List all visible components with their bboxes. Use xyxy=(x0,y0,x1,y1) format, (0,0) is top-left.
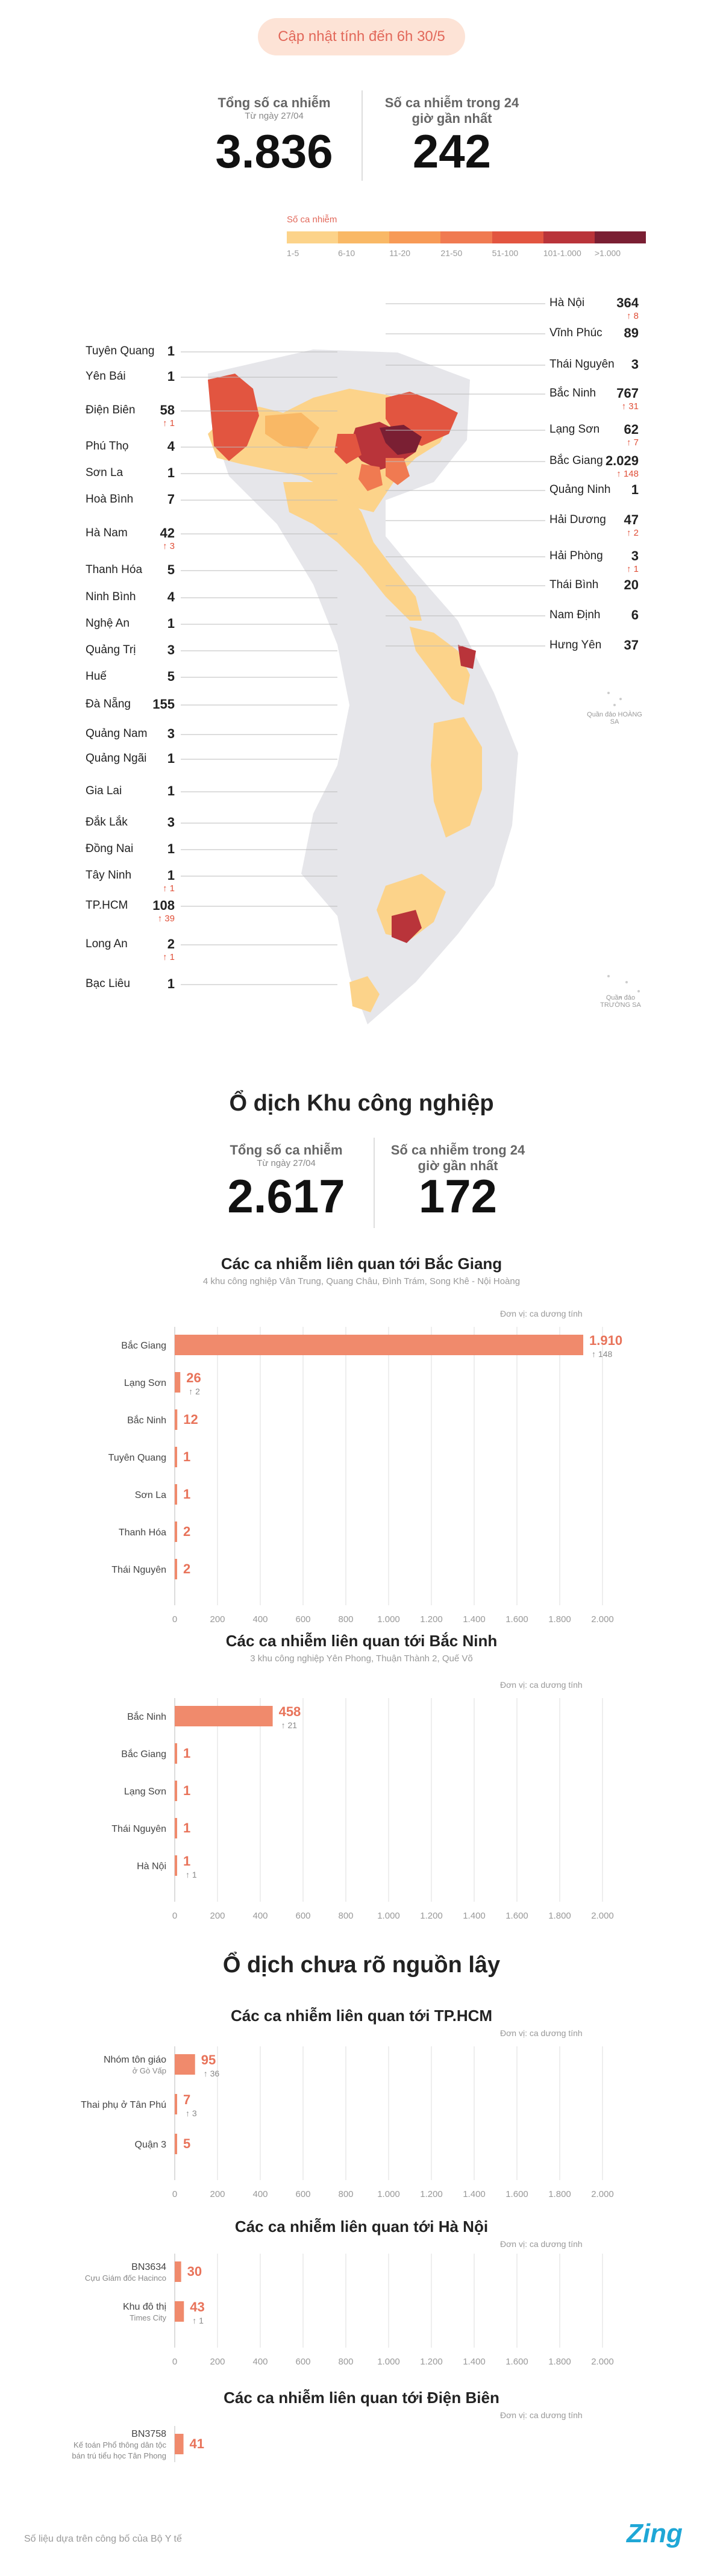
x-tick-label: 0 xyxy=(172,2357,178,2367)
value-label: 30 xyxy=(187,2264,202,2279)
value-label: 41 xyxy=(189,2436,205,2451)
province-value: 108 xyxy=(152,898,175,913)
province-name: Đồng Nai xyxy=(86,842,134,855)
province-name: Quảng Trị xyxy=(86,644,136,656)
province-value: 20 xyxy=(624,577,639,592)
value-label: 7 xyxy=(183,2092,191,2107)
value-label: 5 xyxy=(183,2136,191,2151)
legend-swatch xyxy=(440,231,492,243)
unit-label: Đơn vị: ca dương tính xyxy=(500,2239,583,2249)
day-cases-label: Số ca nhiễm trong 24 giờ gần nhất xyxy=(384,95,519,126)
value-label: 26 xyxy=(186,1370,201,1385)
category-label: ở Gò Vấp xyxy=(132,2066,166,2075)
bar xyxy=(175,2261,181,2282)
province-name: Nghệ An xyxy=(86,617,130,630)
province-value: 7 xyxy=(167,492,175,507)
legend-swatch xyxy=(595,231,646,243)
province-delta: ↑ 148 xyxy=(616,469,639,479)
province-name: Quảng Ninh xyxy=(549,483,611,496)
delta-label: ↑ 3 xyxy=(186,2108,197,2118)
bar xyxy=(175,1706,273,1726)
legend-label: 21-50 xyxy=(440,248,463,258)
legend-swatch xyxy=(543,231,595,243)
province-name: Hải Dương xyxy=(549,513,606,526)
province-name: Tây Ninh xyxy=(86,869,132,882)
x-tick-label: 600 xyxy=(295,1614,311,1625)
total-cases-value: 3.836 xyxy=(215,125,333,178)
province-name: Quảng Ngãi xyxy=(86,752,147,765)
province-name: Bạc Liêu xyxy=(86,977,130,990)
x-tick-label: 400 xyxy=(252,1614,268,1625)
x-tick-label: 600 xyxy=(295,1911,311,1921)
province-value: 1 xyxy=(167,369,175,384)
x-tick-label: 1.200 xyxy=(420,1911,443,1921)
legend-label: 51-100 xyxy=(492,248,519,258)
x-tick-label: 1.800 xyxy=(548,1614,571,1625)
province-value: 4 xyxy=(167,589,175,604)
category-label: Thai phụ ở Tân Phú xyxy=(81,2100,166,2110)
bar xyxy=(175,1521,177,1542)
islands-hoang-sa: Quần đảo HOÀNG SA xyxy=(587,711,642,725)
province-name: Hà Nội xyxy=(549,296,585,309)
province-value: 47 xyxy=(624,512,639,527)
legend-label: 6-10 xyxy=(338,248,355,258)
bar-chart xyxy=(0,1255,723,1629)
x-tick-label: 400 xyxy=(252,1911,268,1921)
bar xyxy=(175,2301,184,2322)
province-value: 4 xyxy=(167,439,175,454)
province-value: 1 xyxy=(167,841,175,856)
province-name: Huế xyxy=(86,670,107,683)
industrial-total-label: Tổng số ca nhiễm xyxy=(230,1142,343,1158)
province-name: TP.HCM xyxy=(86,899,128,912)
bar xyxy=(175,1484,177,1505)
province-value: 42 xyxy=(160,525,175,541)
bar xyxy=(175,1335,583,1355)
value-label: 95 xyxy=(201,2052,216,2067)
province-value: 37 xyxy=(624,638,639,653)
bar-chart xyxy=(0,1632,723,1926)
footer-source: Số liệu dựa trên công bố của Bộ Y tế xyxy=(24,2534,182,2544)
province-value: 6 xyxy=(631,607,639,622)
delta-label: ↑ 1 xyxy=(186,1870,197,1879)
map-legend xyxy=(287,231,646,262)
bar-chart xyxy=(0,2217,723,2372)
x-tick-label: 600 xyxy=(295,2189,311,2199)
province-name: Tuyên Quang xyxy=(86,345,155,357)
bar-chart xyxy=(0,2007,723,2204)
value-label: 1 xyxy=(183,1487,191,1502)
value-label: 43 xyxy=(190,2299,205,2314)
chart-title: Các ca nhiễm liên quan tới Điện Biên xyxy=(224,2389,499,2407)
province-value: 3 xyxy=(631,548,639,563)
delta-label: ↑ 21 xyxy=(281,1720,298,1730)
category-label: Thanh Hóa xyxy=(118,1528,166,1538)
category-label: Thái Nguyên xyxy=(111,1565,166,1575)
unit-label: Đơn vị: ca dương tính xyxy=(500,1680,583,1690)
province-value: 1 xyxy=(167,465,175,480)
island-dots xyxy=(607,692,640,998)
province-value: 1 xyxy=(167,976,175,991)
province-value: 3 xyxy=(631,357,639,372)
province-value: 5 xyxy=(167,669,175,684)
x-tick-label: 2.000 xyxy=(591,1614,614,1625)
province-delta: ↑ 1 xyxy=(162,883,175,894)
x-tick-label: 1.800 xyxy=(548,2189,571,2199)
province-value: 1 xyxy=(167,868,175,883)
category-label: Bắc Ninh xyxy=(127,1712,166,1722)
province-name: Nam Định xyxy=(549,609,601,621)
province-delta: ↑ 2 xyxy=(626,528,639,538)
x-tick-label: 1.000 xyxy=(377,1614,400,1625)
category-label: Khu đô thị xyxy=(122,2302,166,2312)
category-label: Nhóm tôn giáo xyxy=(103,2055,166,2065)
province-delta: ↑ 8 xyxy=(626,311,639,321)
legend-label: 101-1.000 xyxy=(543,248,581,258)
province-name: Thái Nguyên xyxy=(549,358,615,371)
delta-label: ↑ 2 xyxy=(189,1387,200,1396)
bar xyxy=(175,1409,177,1430)
bar xyxy=(175,1855,177,1876)
province-value: 767 xyxy=(616,386,639,401)
x-tick-label: 800 xyxy=(338,1614,354,1625)
x-tick-label: 1.200 xyxy=(420,2189,443,2199)
x-tick-label: 1.600 xyxy=(505,2357,528,2367)
province-name: Hoà Bình xyxy=(86,493,134,506)
province-name: Yên Bái xyxy=(86,370,126,383)
x-tick-label: 800 xyxy=(338,1911,354,1921)
x-tick-label: 2.000 xyxy=(591,1911,614,1921)
category-label: Kế toán Phổ thông dân tộc xyxy=(74,2440,166,2449)
province-value: 3 xyxy=(167,642,175,657)
x-tick-label: 800 xyxy=(338,2189,354,2199)
province-value: 2 xyxy=(167,936,175,951)
chart-subtitle: 3 khu công nghiệp Yên Phong, Thuận Thành 2, Quế Võ xyxy=(250,1653,473,1664)
category-label: Times City xyxy=(130,2313,166,2322)
x-tick-label: 1.800 xyxy=(548,2357,571,2367)
bar xyxy=(175,2134,177,2154)
legend-label: >1.000 xyxy=(594,248,621,258)
value-label: 2 xyxy=(183,1561,191,1576)
province-name: Đà Nẵng xyxy=(86,698,131,710)
brand-logo: Zing xyxy=(627,2519,683,2548)
x-tick-label: 200 xyxy=(210,1614,225,1625)
province-value: 1 xyxy=(167,616,175,631)
province-name: Ninh Bình xyxy=(86,591,136,603)
chart-title: Các ca nhiễm liên quan tới Hà Nội xyxy=(234,2217,489,2236)
chart-title: Các ca nhiễm liên quan tới Bắc Ninh xyxy=(225,1632,498,1650)
province-delta: ↑ 1 xyxy=(162,952,175,962)
value-label: 1 xyxy=(183,1854,191,1869)
chart-title: Các ca nhiễm liên quan tới TP.HCM xyxy=(230,2007,493,2025)
chart-title: Các ca nhiễm liên quan tới Bắc Giang xyxy=(221,1255,502,1273)
value-label: 1 xyxy=(183,1449,191,1464)
category-label: Tuyên Quang xyxy=(108,1453,166,1463)
x-tick-label: 200 xyxy=(210,1911,225,1921)
province-value: 3 xyxy=(167,815,175,830)
province-value: 62 xyxy=(624,422,639,437)
chart-plot xyxy=(0,1255,723,1629)
category-label: Bắc Ninh xyxy=(127,1415,166,1426)
x-tick-label: 1.000 xyxy=(377,2357,400,2367)
unit-label: Đơn vị: ca dương tính xyxy=(500,1309,583,1318)
x-tick-label: 1.400 xyxy=(463,2189,486,2199)
province-delta: ↑ 1 xyxy=(626,564,639,574)
unit-label: Đơn vị: ca dương tính xyxy=(500,2410,583,2420)
industrial-day-value: 172 xyxy=(418,1170,498,1223)
x-tick-label: 0 xyxy=(172,1614,178,1625)
province-value: 1 xyxy=(167,783,175,798)
value-label: 12 xyxy=(183,1412,198,1427)
province-name: Hưng Yên xyxy=(549,639,602,651)
bar xyxy=(175,1781,177,1801)
bar-chart xyxy=(0,2389,723,2468)
province-value: 3 xyxy=(167,726,175,741)
delta-label: ↑ 36 xyxy=(203,2069,220,2078)
legend-swatch xyxy=(338,231,389,243)
province-name: Thái Bình xyxy=(549,578,599,591)
province-delta: ↑ 1 xyxy=(162,418,175,428)
legend-label: 11-20 xyxy=(389,248,411,258)
x-tick-label: 1.400 xyxy=(463,2357,486,2367)
category-label: Cựu Giám đốc Hacinco xyxy=(84,2274,166,2283)
x-tick-label: 1.600 xyxy=(505,1911,528,1921)
province-name: Hà Nam xyxy=(86,527,128,539)
industrial-total-sublabel: Từ ngày 27/04 xyxy=(257,1158,316,1168)
province-name: Đắk Lắk xyxy=(86,816,128,829)
bar xyxy=(175,1447,177,1467)
x-tick-label: 1.400 xyxy=(463,1614,486,1625)
bar xyxy=(175,1743,177,1764)
x-tick-label: 200 xyxy=(210,2357,225,2367)
category-label: Bắc Giang xyxy=(121,1749,166,1760)
x-tick-label: 1.000 xyxy=(377,1911,400,1921)
province-value: 1 xyxy=(167,343,175,359)
province-delta: ↑ 3 xyxy=(162,541,175,551)
total-cases-label: Tổng số ca nhiễm xyxy=(218,95,331,110)
unit-label: Đơn vị: ca dương tính xyxy=(500,2028,583,2038)
x-tick-label: 0 xyxy=(172,1911,178,1921)
legend-swatch xyxy=(492,231,543,243)
section-title-industrial: Ổ dịch Khu công nghiệp xyxy=(229,1091,494,1116)
legend-label: 1-5 xyxy=(287,248,299,258)
bar xyxy=(175,2434,184,2454)
province-delta: ↑ 31 xyxy=(621,401,639,412)
province-name: Phú Thọ xyxy=(86,440,129,453)
chart-plot xyxy=(0,1632,723,1926)
chart-plot xyxy=(0,2217,723,2372)
value-label: 458 xyxy=(278,1704,301,1719)
province-name: Lạng Sơn xyxy=(549,423,600,436)
section-title-unknown: Ổ dịch chưa rõ nguồn lây xyxy=(222,1952,501,1978)
x-tick-label: 1.600 xyxy=(505,2189,528,2199)
province-name: Điện Biên xyxy=(86,404,136,416)
category-label: Lạng Sơn xyxy=(124,1787,166,1797)
category-label: Lạng Sơn xyxy=(124,1378,166,1388)
bar xyxy=(175,1559,177,1579)
province-value: 155 xyxy=(152,697,175,712)
province-value: 1 xyxy=(167,751,175,766)
x-tick-label: 1.800 xyxy=(548,1911,571,1921)
chart-plot xyxy=(0,2007,723,2204)
value-label: 1 xyxy=(183,1820,191,1835)
category-label: Thái Nguyên xyxy=(111,1824,166,1834)
x-tick-label: 1.400 xyxy=(463,1911,486,1921)
x-tick-label: 1.200 xyxy=(420,2357,443,2367)
industrial-day-label: Số ca nhiễm trong 24 giờ gần nhất xyxy=(390,1142,525,1173)
x-tick-label: 200 xyxy=(210,2189,225,2199)
province-delta: ↑ 7 xyxy=(626,437,639,448)
province-name: Gia Lai xyxy=(86,785,122,797)
bar xyxy=(175,2094,177,2114)
bar xyxy=(175,1818,177,1838)
x-tick-label: 2.000 xyxy=(591,2357,614,2367)
delta-label: ↑ 1 xyxy=(192,2316,204,2325)
category-label: bán trú tiểu học Tân Phong xyxy=(72,2451,166,2460)
value-label: 2 xyxy=(183,1524,191,1539)
delta-label: ↑ 148 xyxy=(592,1349,613,1359)
x-tick-label: 1.000 xyxy=(377,2189,400,2199)
province-name: Quảng Nam xyxy=(86,727,148,740)
province-name: Long An xyxy=(86,938,128,950)
province-name: Sơn La xyxy=(86,466,124,479)
x-tick-label: 400 xyxy=(252,2357,268,2367)
update-badge: Cập nhật tính đến 6h 30/5 xyxy=(258,18,465,55)
day-cases-value: 242 xyxy=(412,125,492,178)
province-value: 364 xyxy=(616,295,639,310)
stat-divider xyxy=(362,90,363,181)
x-tick-label: 1.600 xyxy=(505,1614,528,1625)
province-value: 5 xyxy=(167,562,175,577)
chart-subtitle: 4 khu công nghiệp Vân Trung, Quang Châu, Đình Trám, Song Khê - Nội Hoàng xyxy=(202,1276,521,1286)
industrial-divider xyxy=(374,1138,375,1228)
province-name: Hải Phòng xyxy=(549,550,603,562)
islands-truong-sa: Quần đảo TRƯỜNG SA xyxy=(600,994,641,1009)
province-name: Bắc Giang xyxy=(549,454,603,467)
category-label: BN3634 xyxy=(131,2262,166,2272)
legend-swatch xyxy=(389,231,440,243)
province-name: Bắc Ninh xyxy=(549,387,596,400)
category-label: Sơn La xyxy=(134,1490,166,1500)
chart-plot xyxy=(0,2389,723,2468)
bar xyxy=(175,1372,180,1393)
industrial-total-value: 2.617 xyxy=(227,1170,345,1223)
province-name: Vĩnh Phúc xyxy=(549,327,602,339)
x-tick-label: 2.000 xyxy=(591,2189,614,2199)
legend-title: Số ca nhiễm xyxy=(287,215,337,225)
x-tick-label: 800 xyxy=(338,2357,354,2367)
province-value: 2.029 xyxy=(605,453,639,468)
x-tick-label: 0 xyxy=(172,2189,178,2199)
province-value: 58 xyxy=(160,403,175,418)
x-tick-label: 400 xyxy=(252,2189,268,2199)
province-name: Thanh Hóa xyxy=(86,563,143,576)
category-label: Hà Nội xyxy=(137,1861,166,1872)
province-delta: ↑ 39 xyxy=(157,914,175,924)
category-label: BN3758 xyxy=(131,2429,166,2439)
x-tick-label: 1.200 xyxy=(420,1614,443,1625)
category-label: Bắc Giang xyxy=(121,1341,166,1351)
value-label: 1.910 xyxy=(589,1333,623,1348)
province-value: 89 xyxy=(624,325,639,340)
value-label: 1 xyxy=(183,1746,191,1761)
province-value: 1 xyxy=(631,482,639,497)
bar xyxy=(175,2054,195,2075)
value-label: 1 xyxy=(183,1783,191,1798)
x-tick-label: 600 xyxy=(295,2357,311,2367)
category-label: Quận 3 xyxy=(134,2140,166,2150)
total-cases-sublabel: Từ ngày 27/04 xyxy=(245,111,304,121)
legend-swatch xyxy=(287,231,338,243)
